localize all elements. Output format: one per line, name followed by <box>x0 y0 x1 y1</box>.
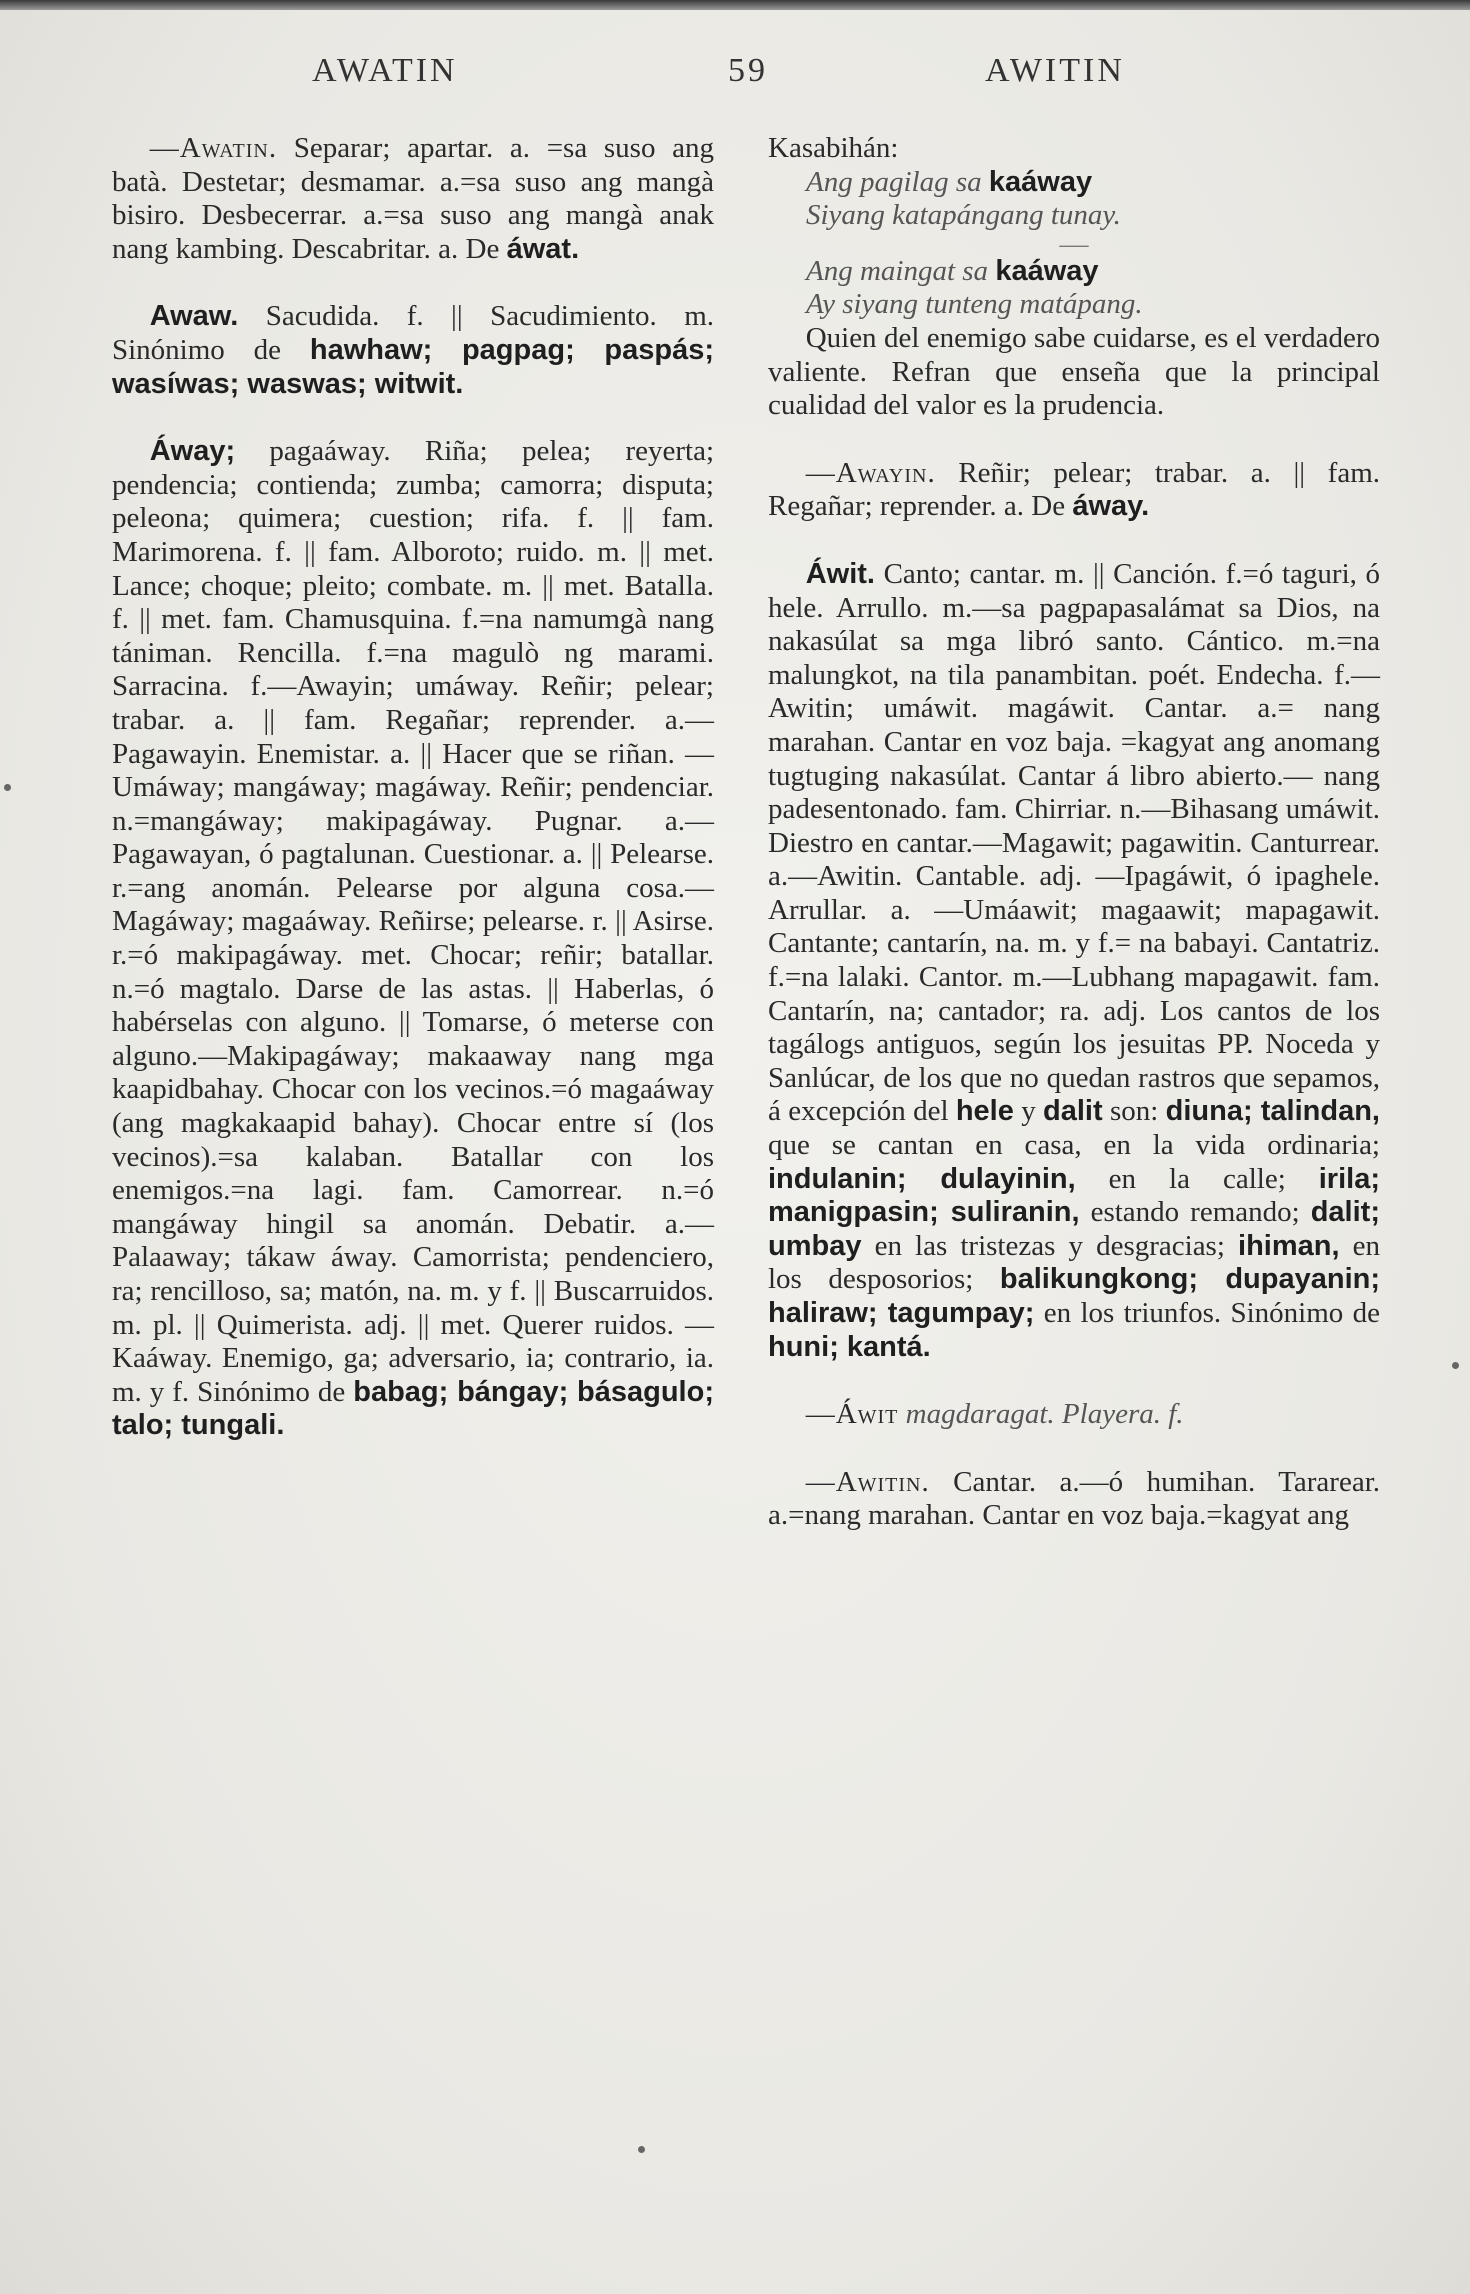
term: dalit <box>1043 1095 1103 1128</box>
term: balikungkong; dupayanin; haliraw; tagumpay; <box>768 1263 1381 1329</box>
text-run: son: <box>1102 1095 1166 1128</box>
scan-speck <box>1452 1362 1459 1369</box>
text-run: en las tristezas y desgracias; <box>861 1229 1239 1262</box>
headword: Áwit. <box>805 557 875 590</box>
headword: —Awitin. <box>805 1465 930 1498</box>
text-run: y <box>1013 1095 1044 1128</box>
verse-line: Ay siyang tunteng matápang. <box>806 288 1143 321</box>
scan-speck <box>638 2146 645 2153</box>
entry-away <box>112 435 714 1443</box>
synonyms: babag; bángay; básagulo; talo; tungali. <box>112 1375 714 1442</box>
left-column <box>112 132 714 1477</box>
verse-keyword: kaáway <box>988 165 1093 198</box>
entry-awatin <box>112 132 714 266</box>
definition: pagaáway. Riña; pelea; reyerta; pendencia; contienda; zumba; camorra; disputa; peleona; quimera; cuestion; rifa. f. || fam. Marimorena. f. || fam. Alboroto; ruido. m. || met. Lance; choque; pleito; combate. m. || met. Batalla. f. || met. fam. Chamusquina. f.=na namumgà nang tániman. Rencilla. f.=na magulò ng marami. Sarracina. f.—Awayin; umáway. Reñir; pelear; trabar. a. || fam. Regañar; reprender. a.—Pagawayin. Enemistar. a. || Hacer que se riñan. —Umáway; mangáway; magáway. Reñir; pendenciar. n.=mangáway; makipagáway. Pugnar. a.—Pagawayan, ó pagtalunan. Cuestionar. a. || Pelearse. r.=ang anomán. Pelearse por alguna cosa.—Magáway; magaáway. Reñirse; pelearse. r. || Asirse. r.=ó makipagáway. met. Chocar; reñir; batallar. n.=ó magtalo. Darse de las astas. || Haberlas, ó habérselas con alguno. || Tomarse, ó meterse con alguno.—Makipagáway; makaaway nang mga kaapidbahay. Chocar con los vecinos.=ó magaáway (ang magkakaapid bahay). Chocar entre sí (los vecinos).=sa kalaban. Batallar con los enemigos.=na lagi. fam. Camorrear. n.=ó mangáway hingil sa anomán. Debatir. a.—Palaaway; tákaw áway. Camorrista; pendenciero, ra; rencilloso, sa; matón, na. m. y f. || Buscarruidos. m. pl. || Quimerista. adj. || met. Querer ruidos. —Kaáway. Enemigo, ga; adversario, ia; contrario, ia. m. y f. Sinónimo de <box>112 435 714 1408</box>
text-run: en la calle; <box>1075 1162 1319 1195</box>
text-run: estando remando; <box>1079 1196 1311 1229</box>
headword: —Awayin. <box>805 456 936 489</box>
entry-awitin <box>768 1466 1380 1533</box>
verse-line <box>768 255 1380 289</box>
definition: Reñir; pelear; trabar. a. || fam. Regañar; reprender. a. De <box>768 456 1380 523</box>
term: diuna; talindan, <box>1165 1095 1380 1128</box>
term: irila; manigpasin; suliranin, <box>768 1162 1380 1229</box>
proverb-block <box>768 132 1380 423</box>
term: ihiman, <box>1238 1229 1340 1262</box>
synonyms: hawhaw; pagpag; paspás; wasíwas; waswas; witwit. <box>112 333 714 400</box>
text-run: que se cantan en casa, en la vida ordinaria; <box>768 1129 1380 1162</box>
scan-speck <box>4 784 11 791</box>
definition: Separar; apartar. a. =sa suso ang batà. Destetar; desmamar. a.=sa suso ang mangà bisiro. Desbecerrar. a.=sa suso ang mangà anak nang kambing. Descabritar. a. De <box>112 132 715 265</box>
headword: —Áwit <box>805 1398 899 1431</box>
term: dalit; umbay <box>768 1196 1380 1262</box>
cross-reference: áway. <box>1072 490 1150 523</box>
term: indulanin; dulayinin, <box>768 1162 1076 1195</box>
definition: Canto; cantar. m. || Canción. f.=ó taguri, ó hele. Arrullo. m.—sa pagpapasalámat sa Dios, na nakasúlat sa mga libró santo. Cántico. m.=na malungkot, na tila panambitan. poét. Endecha. f.—Awitin; umáwit. magáwit. Cantar. a.= nang marahan. Cantar en voz baja. =kagyat ang anomang tugtuging nakasúlat. Cantar á libro abierto.— nang padesentonado. fam. Chirriar. n.—Bihasang umáwit. Diestro en cantar.—Magawit; pagawitin. Canturrear. a.—Awitin. Cantable. adj. —Ipagáwit, ó ipaghele. Arrullar. a. —Umáawit; magaawit; mapagawit. Cantante; cantarín, na. m. y f.= na babayi. Cantatriz. f.=na lalaki. Cantor. m.—Lubhang mapagawit. fam. Cantarín, na; cantador; ra. adj. Los cantos de los tagálogs antiguos, según los jesuitas PP. Noceda y Sanlúcar, de los que no quedan rastros que sepamos, á excepción del <box>768 557 1380 1128</box>
running-head-right: AWITIN <box>985 52 1125 89</box>
page-number: 59 <box>728 52 768 89</box>
verse-keyword: kaáway <box>995 254 1099 287</box>
entry-awaw <box>112 300 714 401</box>
page-header <box>0 52 1470 112</box>
synonyms: huni; kantá. <box>768 1330 931 1363</box>
text-run: en los triunfos. Sinónimo de <box>1034 1297 1380 1329</box>
headword: —Awatin. <box>149 132 278 164</box>
text-run: en los desposorios; <box>768 1229 1381 1296</box>
verse-line: Siyang katapángang tunay. <box>806 199 1121 232</box>
entry-awayin <box>768 457 1380 524</box>
definition: Cantar. a.—ó humihan. Tararear. a.=nang marahan. Cantar en voz baja.=kagyat ang <box>768 1465 1380 1532</box>
headword: Awaw. <box>149 300 239 333</box>
verse-text: Ang maingat sa <box>806 254 996 287</box>
running-head-left: AWATIN <box>312 52 458 89</box>
right-column <box>768 132 1380 1567</box>
verse-line <box>768 166 1380 200</box>
proverb-label: Kasabihán: <box>768 132 899 164</box>
headword: Áway; <box>149 435 236 468</box>
cross-reference: áwat. <box>506 232 580 265</box>
definition: magdaragat. Playera. f. <box>905 1398 1184 1431</box>
verse-separator: — <box>1059 227 1089 260</box>
entry-awit-magdaragat <box>768 1398 1380 1432</box>
term: hele <box>955 1095 1014 1128</box>
verse-text: Ang pagilag sa <box>806 165 989 198</box>
definition: Sacudida. f. || Sacudimiento. m. Sinónimo de <box>112 300 715 366</box>
scan-edge <box>0 0 1470 10</box>
entry-awit <box>768 558 1380 1364</box>
proverb-translation: Quien del enemigo sabe cuidarse, es el verdadero valiente. Refran que enseña que la principal cualidad del valor es la prudencia. <box>768 321 1380 422</box>
